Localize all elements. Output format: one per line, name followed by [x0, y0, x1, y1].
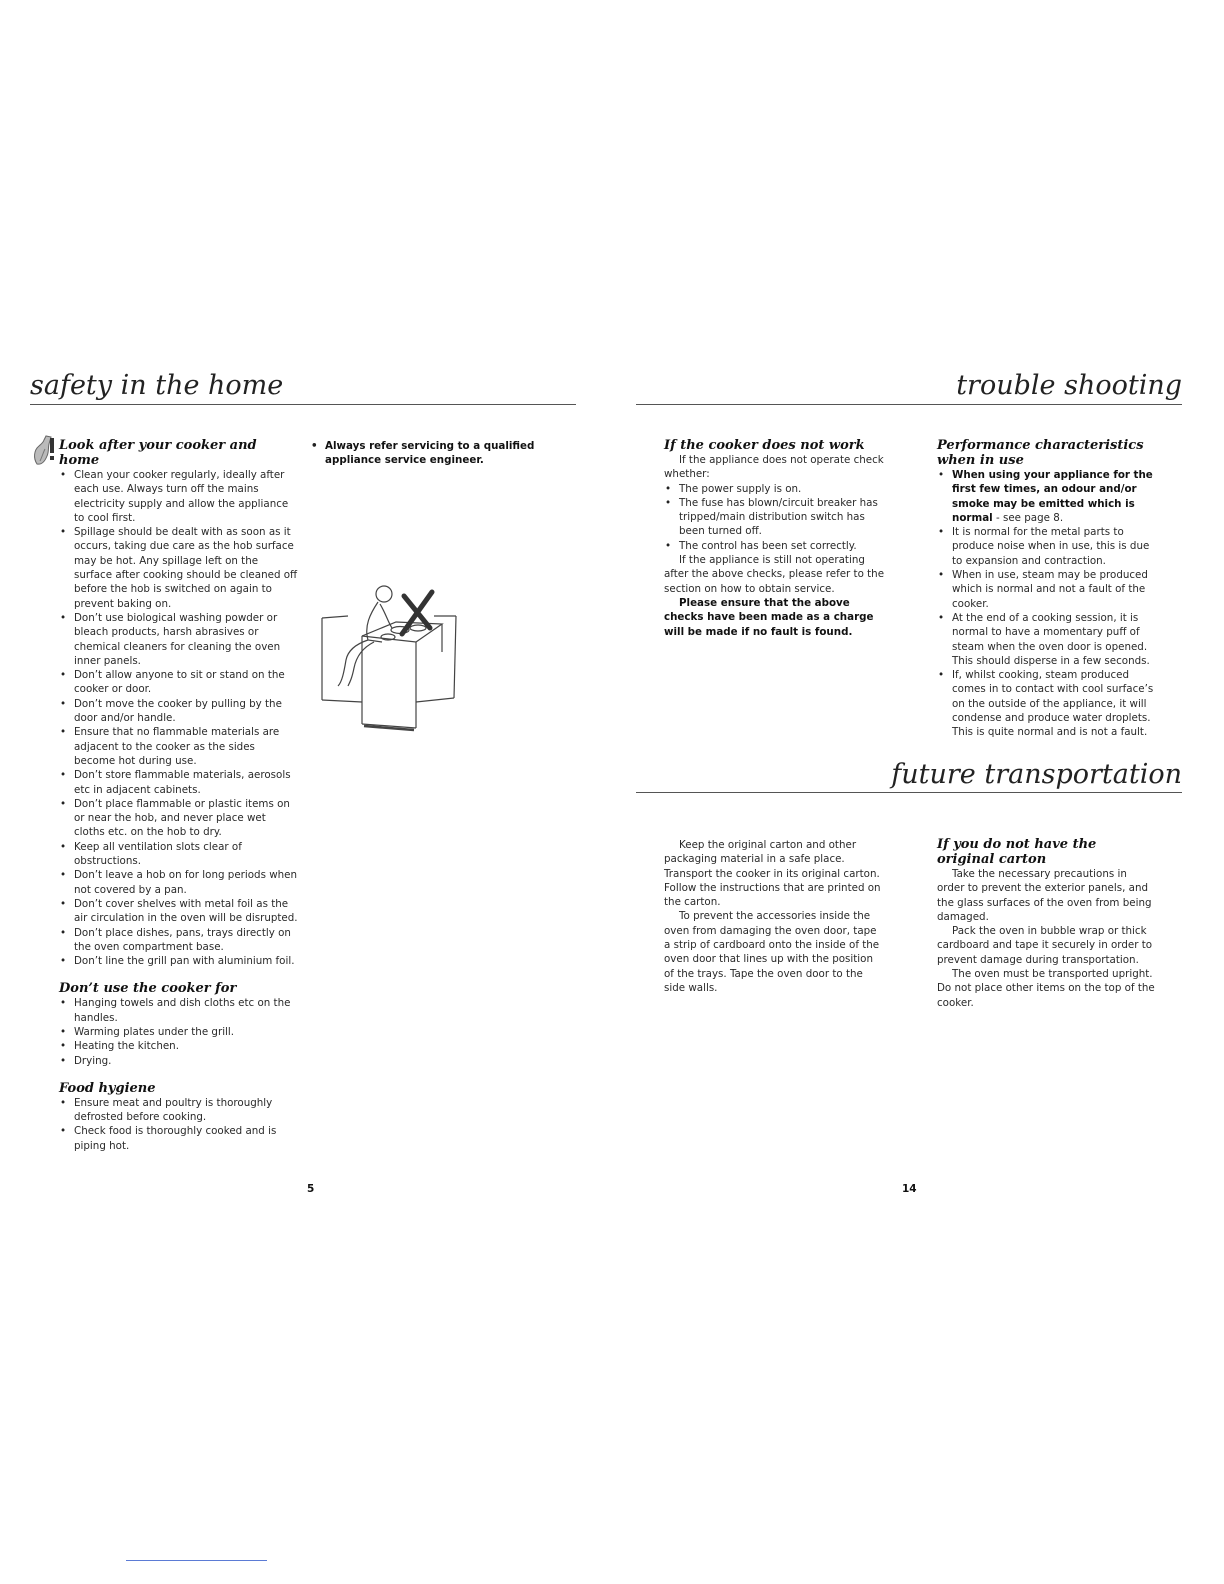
dont-use-heading: Don’t use the cooker for [59, 981, 237, 997]
list-item: • Ensure that no flammable materials are adjacent to the cooker as the sides become hot during use. [59, 725, 299, 768]
performance-heading: Performance characteristics when in use [937, 438, 1144, 468]
warning-hand-icon [31, 434, 57, 468]
no-carton-para-2: Pack the oven in bubble wrap or thick cardboard and tape it securely in order to prevent damage during transportation. [937, 925, 1153, 966]
list-item: • Don’t place flammable or plastic items on or near the hob, and never place wet cloths etc. on the hob to dry. [59, 797, 299, 840]
footer-link-line [126, 1560, 267, 1561]
list-item: • Warming plates under the grill. [59, 1025, 299, 1039]
list-item: • Don’t store flammable materials, aerosols etc in adjacent cabinets. [59, 768, 299, 797]
left-title-rule [30, 404, 576, 405]
look-after-heading: Look after your cooker and home [59, 438, 257, 468]
list-item: • It is normal for the metal parts to produce noise when in use, this is due to expansion and contraction. [937, 525, 1155, 568]
not-work-list [664, 482, 886, 553]
list-item: • If, whilst cooking, steam produced comes in to contact with cool surface’s on the outside of the appliance, it will condense and produce water droplets. This is quite normal and is not a fault. [937, 668, 1155, 739]
transport-column-1 [664, 838, 886, 995]
list-item: • Don’t leave a hob on for long periods when not covered by a pan. [59, 868, 299, 897]
left-column-2 [310, 439, 540, 468]
performance-first-bold: When using your appliance for the first few times, an odour and/or smoke may be emitted which is normal [952, 469, 1153, 524]
list-item: • The control has been set correctly. [664, 539, 886, 553]
food-hygiene-list [59, 1096, 299, 1153]
not-work-after: If the appliance is still not operating after the above checks, please refer to the section on how to obtain service. [664, 554, 885, 595]
list-item: • Keep all ventilation slots clear of obstructions. [59, 840, 299, 869]
list-item: • Don’t cover shelves with metal foil as the air circulation in the oven will be disrupted. [59, 897, 299, 926]
right-column-2 [937, 438, 1155, 740]
right-column-1 [664, 438, 886, 639]
list-item: • Don’t move the cooker by pulling by the door and/or handle. [59, 697, 299, 726]
list-item: • Don’t use biological washing powder or bleach products, harsh abrasives or chemical cleaners for cleaning the oven inner panels. [59, 611, 299, 668]
list-item: • When in use, steam may be produced which is normal and not a fault of the cooker. [937, 568, 1155, 611]
not-work-heading: If the cooker does not work [664, 438, 865, 453]
list-item: • At the end of a cooking session, it is normal to have a momentary puff of steam when the oven door is opened. This should disperse in a few seconds. [937, 611, 1155, 668]
left-page-title: safety in the home [30, 370, 284, 401]
performance-first-rest: - see page 8. [992, 511, 1064, 524]
list-item [937, 468, 1155, 525]
list-item: • Drying. [59, 1054, 299, 1068]
list-item: • Ensure meat and poultry is thoroughly defrosted before cooking. [59, 1096, 299, 1125]
transport-para-2: To prevent the accessories inside the oven from damaging the oven door, tape a strip of cardboard onto the inside of the oven door that lines up with the position of the trays. Tape the oven door to the side walls. [664, 910, 880, 994]
list-item: • The fuse has blown/circuit breaker has tripped/main distribution switch has been turned off. [664, 496, 886, 539]
list-item: • The power supply is on. [664, 482, 886, 496]
transport-para-1: Keep the original carton and other packaging material in a safe place. Transport the cooker in its original carton. Follow the instructions that are printed on the carton. [664, 839, 881, 909]
no-carton-para-3: The oven must be transported upright. Do not place other items on the top of the cooker. [937, 968, 1155, 1009]
list-item: • Don’t line the grill pan with aluminium foil. [59, 954, 299, 968]
no-carton-para-1: Take the necessary precautions in order to prevent the exterior panels, and the glass surfaces of the oven from being damaged. [937, 868, 1152, 923]
not-work-warning: Please ensure that the above checks have been made as a charge will be made if no fault is found. [664, 596, 874, 638]
transport-title-rule [636, 792, 1182, 793]
performance-list [937, 468, 1155, 740]
list-item: • Heating the kitchen. [59, 1039, 299, 1053]
transport-column-2 [937, 837, 1155, 1010]
left-column-1 [59, 438, 299, 1153]
list-item: • Hanging towels and dish cloths etc on the handles. [59, 996, 299, 1025]
list-item: • Don’t place dishes, pans, trays directly on the oven compartment base. [59, 926, 299, 955]
left-page-number: 5 [307, 1183, 315, 1195]
no-carton-heading: If you do not have the original carton [937, 837, 1097, 867]
transport-title: future transportation [891, 759, 1182, 790]
look-after-list [59, 468, 299, 968]
not-work-intro: If the appliance does not operate check whether: [664, 454, 884, 481]
no-sitting-on-cooker-illustration [318, 582, 460, 732]
list-item: • Clean your cooker regularly, ideally after each use. Always turn off the mains electricity supply and allow the appliance to cool first. [59, 468, 299, 525]
dont-use-list [59, 996, 299, 1067]
food-hygiene-heading: Food hygiene [59, 1080, 156, 1096]
servicing-note: • Always refer servicing to a qualified appliance service engineer. [310, 439, 540, 468]
right-page-number: 14 [902, 1183, 917, 1195]
list-item: • Don’t allow anyone to sit or stand on the cooker or door. [59, 668, 299, 697]
list-item: • Spillage should be dealt with as soon as it occurs, taking due care as the hob surface may be hot. Any spillage left on the surface after cooking should be cleaned off before the hob is switched on again to prevent baking on. [59, 525, 299, 611]
right-page-title: trouble shooting [956, 370, 1182, 401]
right-title-rule [636, 404, 1182, 405]
list-item: • Check food is thoroughly cooked and is piping hot. [59, 1124, 299, 1153]
